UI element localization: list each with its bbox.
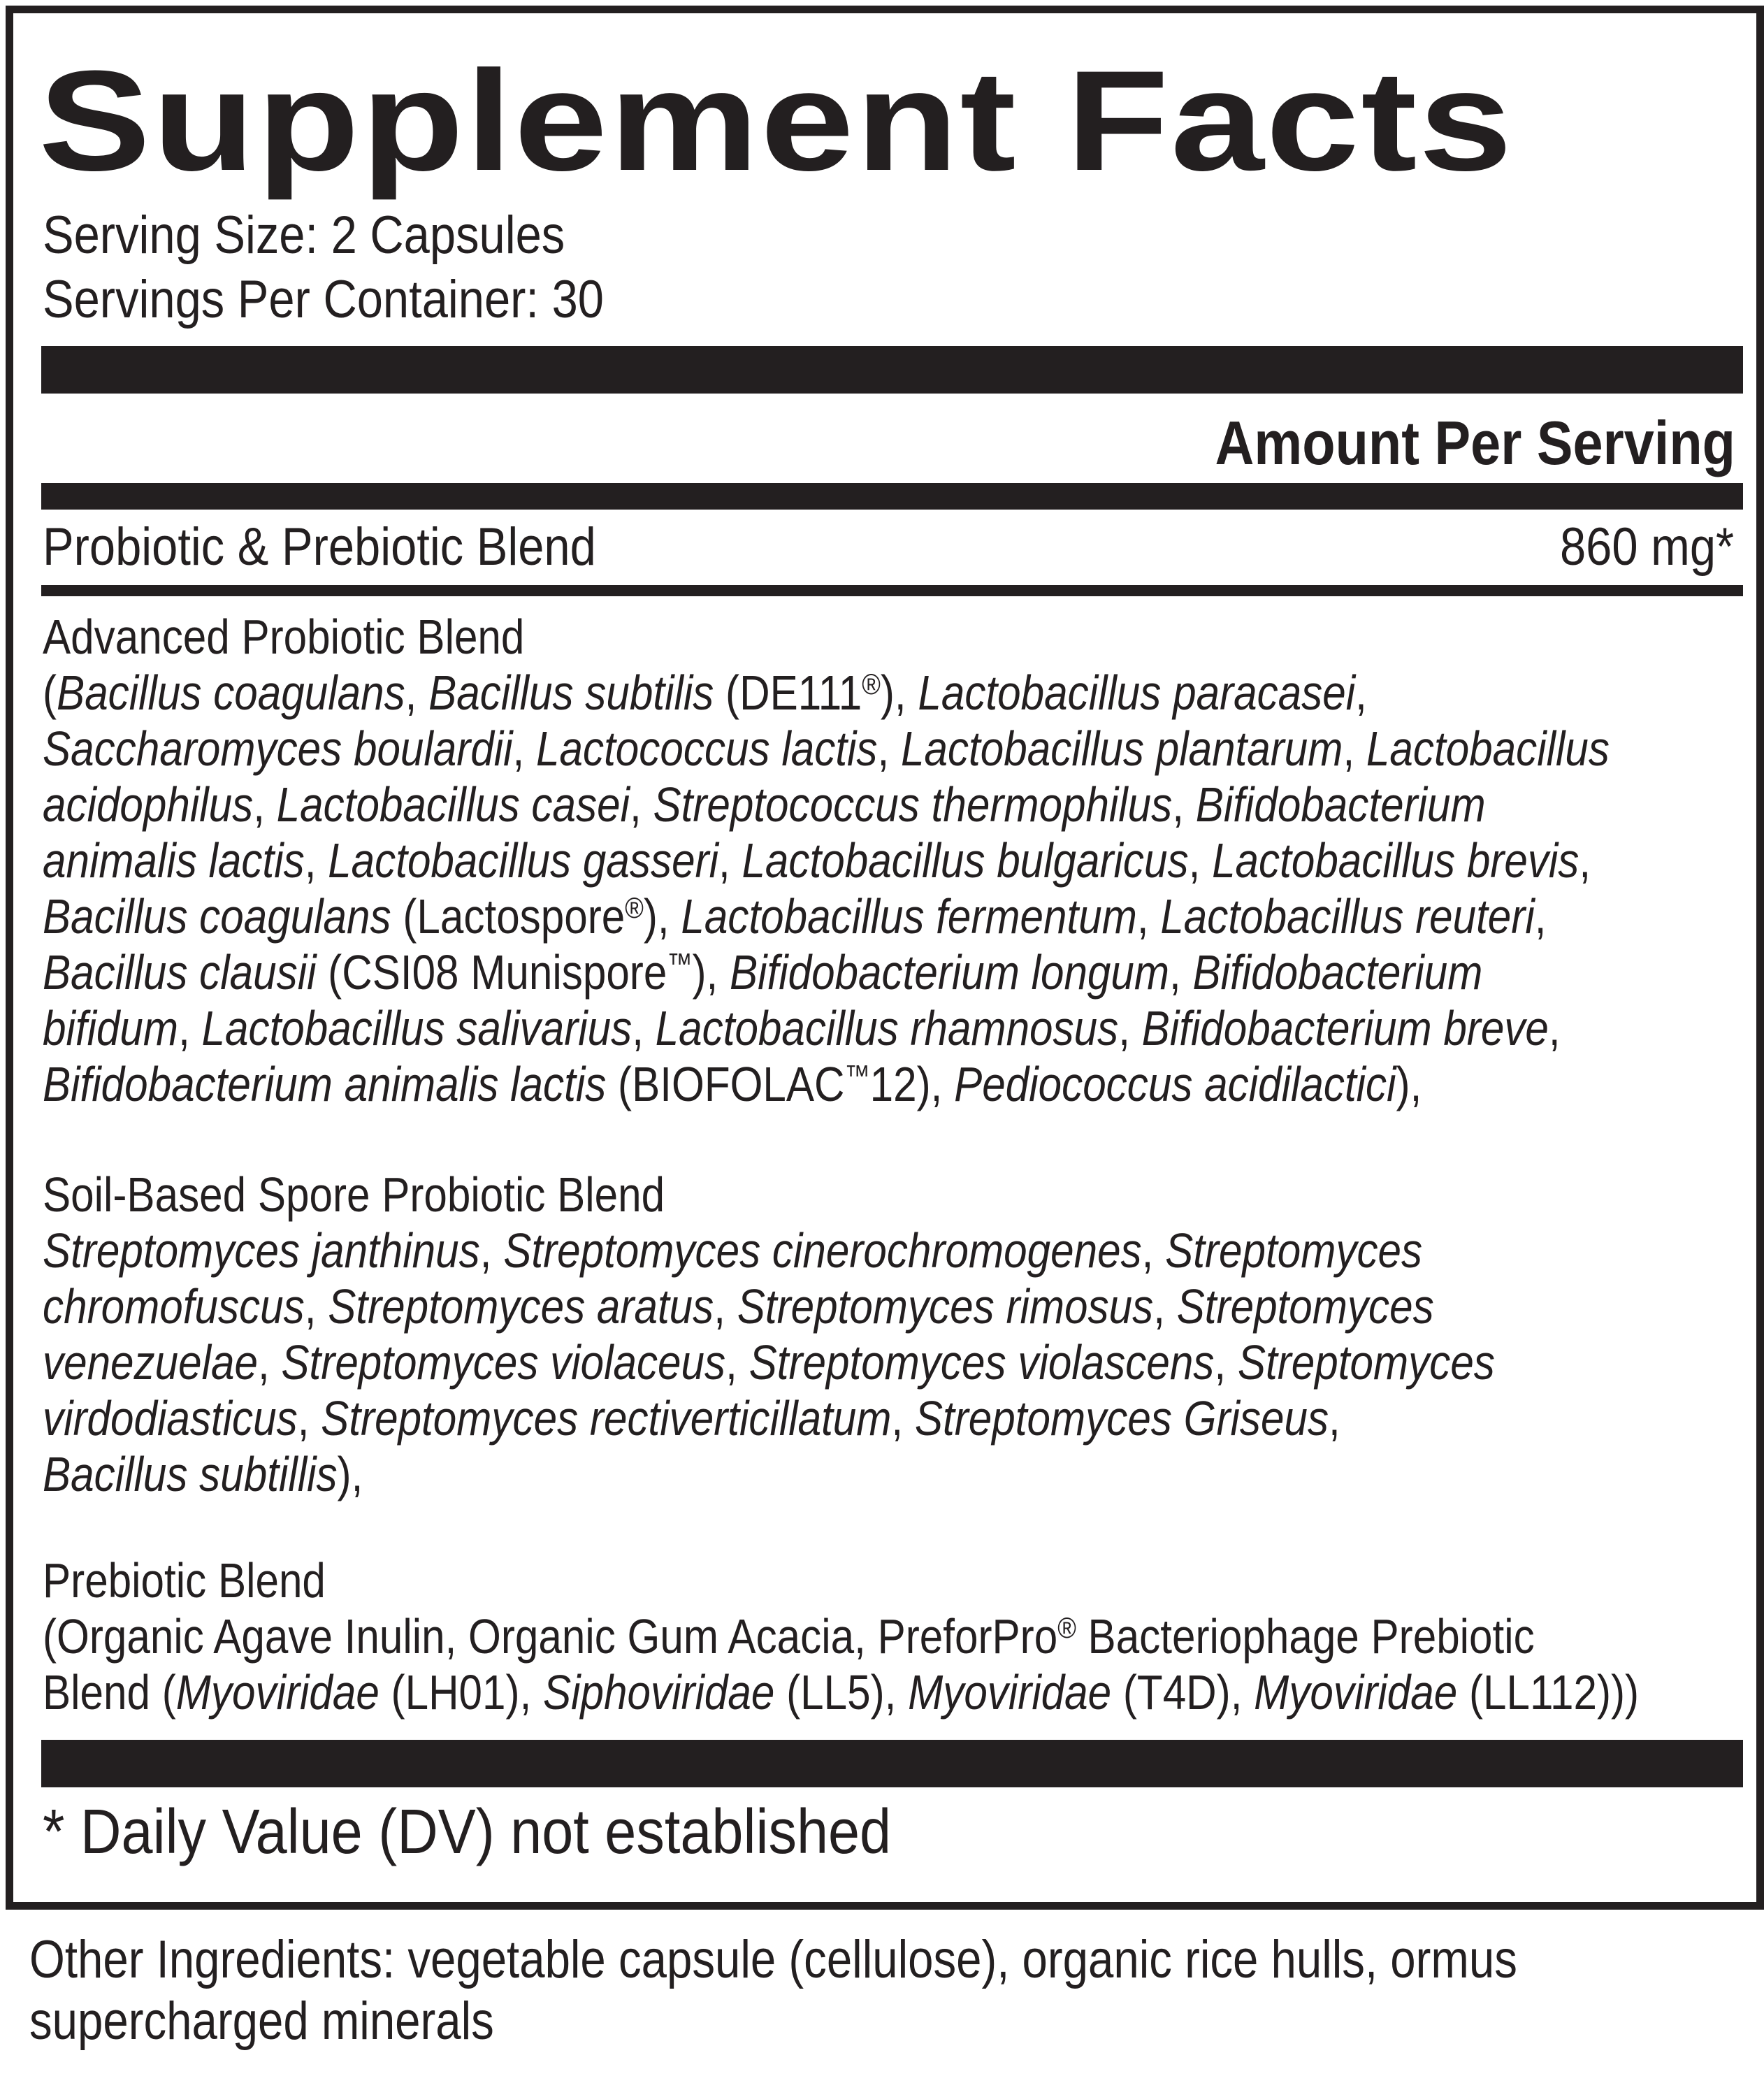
- amount-per-serving-header: Amount Per Serving: [1215, 408, 1735, 477]
- daily-value-footnote: * Daily Value (DV) not established: [43, 1797, 892, 1867]
- other-ingredients: Other Ingredients: vegetable capsule (cellulose), organic rice hulls, ormus supercharged minerals: [29, 1930, 1517, 2051]
- blend-amount: 860 mg*: [1559, 517, 1734, 577]
- prebiotic-blend-heading: Prebiotic Blend: [43, 1553, 326, 1608]
- medium-divider: [41, 585, 1743, 596]
- thick-divider-header: [41, 483, 1743, 510]
- prebiotic-blend: [43, 1552, 1707, 1720]
- advanced-blend-ingredients: (Bacillus coagulans, Bacillus subtilis (DE111®), Lactobacillus paracasei, Saccharomyces boulardii, Lactococcus lactis, Lactobacillus plantarum, Lactobacillus acidophilus, Lactobacillus casei, Streptococcus thermophilus, Bifidobacterium animalis lactis, Lactobacillus gasseri, Lactobacillus bulgaricus, Lactobacillus brevis, Bacillus coagulans (Lactospore®), Lactobacillus fermentum, Lactobacillus reuteri, Bacillus clausii (CSI08 Munispore™), Bifidobacterium longum, Bifidobacterium bifidum, Lactobacillus salivarius, Lactobacillus rhamnosus, Bifidobacterium breve, Bifidobacterium animalis lactis (BIOFOLAC™12), Pediococcus acidilactici),: [43, 665, 1610, 1111]
- soil-based-blend: [43, 1167, 1707, 1502]
- thick-divider-top: [41, 346, 1743, 394]
- servings-per-container: Servings Per Container: 30: [43, 270, 604, 329]
- thick-divider-bottom: [41, 1740, 1743, 1787]
- prebiotic-blend-ingredients: (Organic Agave Inulin, Organic Gum Acacia, PreforPro® Bacteriophage Prebiotic Blend (Myoviridae (LH01), Siphoviridae (LL5), Myoviridae (T4D), Myoviridae (LL112))): [43, 1609, 1640, 1720]
- serving-size: Serving Size: 2 Capsules: [43, 206, 565, 265]
- soil-blend-heading: Soil-Based Spore Probiotic Blend: [43, 1167, 665, 1222]
- label-title: Supplement Facts: [38, 41, 1514, 201]
- advanced-probiotic-blend: [43, 609, 1707, 1112]
- advanced-blend-heading: Advanced Probiotic Blend: [43, 610, 525, 664]
- soil-blend-ingredients: Streptomyces janthinus, Streptomyces cinerochromogenes, Streptomyces chromofuscus, Streptomyces aratus, Streptomyces rimosus, Streptomyces venezuelae, Streptomyces violaceus, Streptomyces violascens, Streptomyces virdodiasticus, Streptomyces rectiverticillatum, Streptomyces Griseus, Bacillus subtillis),: [43, 1223, 1495, 1501]
- supplement-facts-panel: [6, 6, 1764, 1910]
- blend-name: Probiotic & Prebiotic Blend: [43, 517, 596, 577]
